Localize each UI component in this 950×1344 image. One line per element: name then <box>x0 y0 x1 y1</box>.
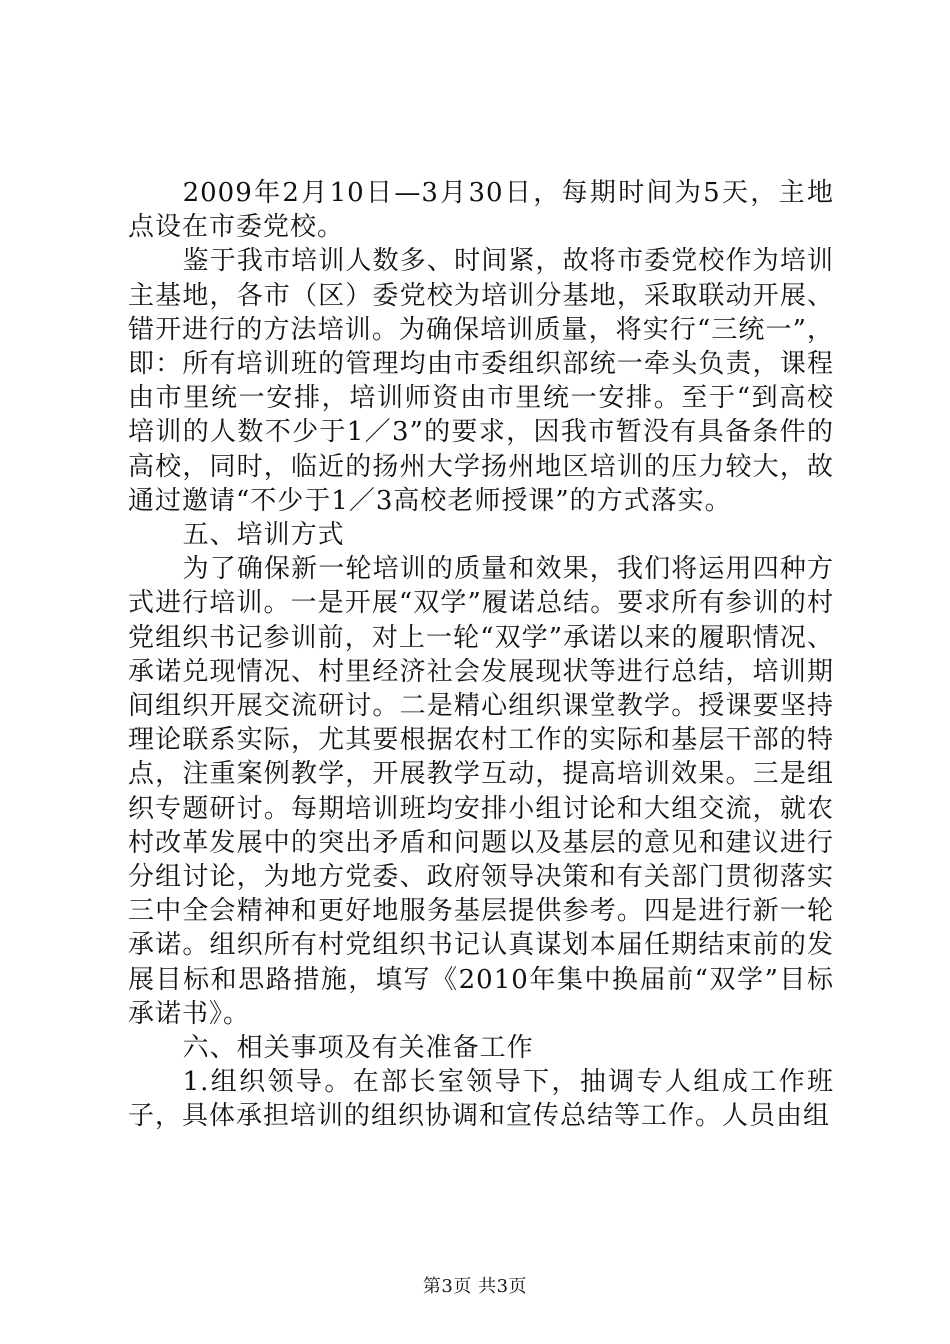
paragraph-training-methods: 为了确保新一轮培训的质量和效果，我们将运用四种方式进行培训。一是开展“双学”履诺总结。要求所有参训的村党组织书记参训前，对上一轮“双学”承诺以来的履职情况、承诺兑现情况、村里经济社会发展现状等进行总结，培训期间组织开展交流研讨。二是精心组织课堂教学。授课要坚持理论联系实际，尤其要根据农村工作的实际和基层干部的特点，注重案例教学，开展教学互动，提高培训效果。三是组织专题研讨。每期培训班均安排小组讨论和大组交流，就农村改革发展中的突出矛盾和问题以及基层的意见和建议进行分组讨论，为地方党委、政府领导决策和有关部门贯彻落实三中全会精神和更好地服务基层提供参考。四是进行新一轮承诺。组织所有村党组织书记认真谋划本届任期结束前的发展目标和思路措施，填写《2010年集中换届前“双学”目标承诺书》。 <box>128 554 834 1029</box>
heading-training-methods: 五、培训方式 <box>182 520 345 551</box>
heading-related-matters: 六、相关事项及有关准备工作 <box>182 1033 534 1064</box>
page-footer: 第3页 共3页 <box>422 1276 528 1297</box>
paragraph-training-bases: 鉴于我市培训人数多、时间紧，故将市委党校作为培训主基地，各市（区）委党校为培训分基地，采取联动开展、错开进行的方法培训。为确保培训质量，将实行“三统一”，即：所有培训班的管理均由市委组织部统一牵头负责，课程由市里统一安排，培训师资由市里统一安排。至于“到高校培训的人数不少于1／3”的要求，因我市暂没有具备条件的高校，同时，临近的扬州大学扬州地区培训的压力较大，故通过邀请“不少于1／3高校老师授课”的方式落实。 <box>128 246 834 516</box>
paragraph-training-dates: 2009年2月10日—3月30日，每期时间为5天，主地点设在市委党校。 <box>128 178 834 243</box>
paragraph-organization-leadership: 1.组织领导。在部长室领导下，抽调专人组成工作班子，具体承担培训的组织协调和宣传总结等工作。人员由组 <box>128 1067 834 1132</box>
document-body <box>128 176 834 1134</box>
